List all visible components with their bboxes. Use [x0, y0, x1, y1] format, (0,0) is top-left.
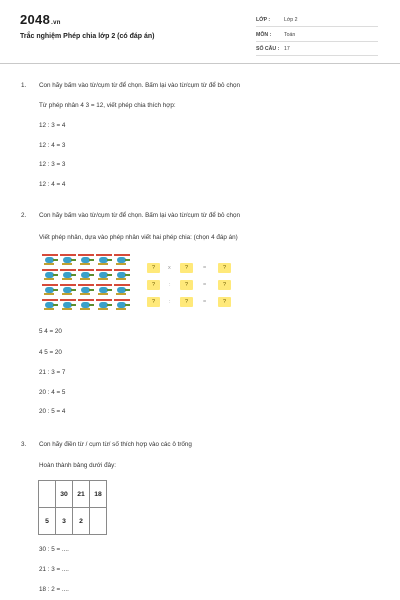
helicopter-icon — [42, 269, 58, 280]
equation-blank[interactable]: ? — [180, 263, 193, 273]
helicopter-icon — [78, 284, 94, 295]
helicopter-icon — [42, 284, 58, 295]
equation-blank[interactable]: ? — [147, 297, 160, 307]
helicopter-icon — [96, 284, 112, 295]
helicopter-icon — [78, 254, 94, 265]
helicopter-icon — [78, 269, 94, 280]
equation-operator: x — [168, 265, 171, 271]
helicopter-icon — [42, 299, 58, 310]
question-2-option[interactable]: 21 : 3 = 7 — [39, 369, 66, 376]
table-cell: 2 — [73, 508, 90, 535]
logo-text: 2048 — [20, 12, 51, 27]
table-cell[interactable] — [39, 481, 56, 508]
helicopter-icon — [60, 254, 76, 265]
question-2-prompt: Viết phép nhân, dựa vào phép nhân viết hai phép chia: (chọn 4 đáp án) — [39, 234, 238, 241]
helicopter-icon — [114, 299, 130, 310]
equation-operator: = — [203, 299, 207, 305]
question-1-number: 1. — [21, 82, 27, 89]
table-cell: 5 — [39, 508, 56, 535]
equation-operator: = — [203, 265, 207, 271]
logo-suffix: .vn — [51, 20, 61, 26]
question-3-number: 3. — [21, 441, 27, 448]
helicopter-icon — [114, 284, 130, 295]
question-3-fill-item[interactable]: 18 : 2 = .... — [39, 586, 69, 593]
document-title: Trắc nghiệm Phép chia lớp 2 (có đáp án) — [20, 33, 155, 40]
table-row — [39, 508, 107, 535]
table-row — [39, 481, 107, 508]
equation-blank[interactable]: ? — [180, 280, 193, 290]
equation-blank[interactable]: ? — [147, 280, 160, 290]
helicopter-icon — [96, 299, 112, 310]
helicopter-icon — [60, 269, 76, 280]
header — [0, 0, 400, 62]
division-table — [38, 480, 107, 535]
question-3-fill-item[interactable]: 30 : 5 = .... — [39, 546, 69, 553]
helicopter-icon — [78, 299, 94, 310]
table-cell: 3 — [56, 508, 73, 535]
table-cell[interactable] — [90, 508, 107, 535]
question-2-option[interactable]: 4 5 = 20 — [39, 349, 62, 356]
meta-subject — [256, 30, 378, 42]
header-divider — [0, 63, 400, 64]
meta-subject-key: MÔN : — [256, 32, 272, 38]
question-3-prompt: Hoàn thành bảng dưới đây: — [39, 462, 116, 469]
meta-class-value: Lớp 2 — [284, 17, 298, 23]
helicopter-icon — [60, 284, 76, 295]
equation-operator: : — [169, 282, 171, 288]
helicopter-icon — [96, 254, 112, 265]
meta-class — [256, 15, 378, 27]
helicopter-icon — [60, 299, 76, 310]
equation-blank[interactable]: ? — [218, 297, 231, 307]
equation-operator: : — [169, 299, 171, 305]
equation-operator: = — [203, 282, 207, 288]
meta-count-value: 17 — [284, 46, 290, 52]
question-2-option[interactable]: 20 : 5 = 4 — [39, 408, 66, 415]
question-2-option[interactable]: 5 4 = 20 — [39, 328, 62, 335]
question-1-option[interactable]: 12 : 3 = 3 — [39, 161, 66, 168]
meta-class-key: LỚP : — [256, 17, 271, 23]
question-2-number: 2. — [21, 212, 27, 219]
question-3-instruction: Con hãy điền từ / cụm từ/ số thích hợp vào các ô trống — [39, 441, 192, 448]
question-1-prompt: Từ phép nhân 4 3 = 12, viết phép chia thích hợp: — [39, 102, 176, 109]
table-cell: 30 — [56, 481, 73, 508]
question-2-option[interactable]: 20 : 4 = 5 — [39, 389, 66, 396]
equation-blank[interactable]: ? — [180, 297, 193, 307]
question-1-option[interactable]: 12 : 4 = 3 — [39, 142, 66, 149]
equation-blank[interactable]: ? — [218, 280, 231, 290]
meta-count-key: SỐ CÂU : — [256, 46, 280, 52]
table-cell: 18 — [90, 481, 107, 508]
helicopter-icon — [114, 254, 130, 265]
question-1-option[interactable]: 12 : 3 = 4 — [39, 122, 66, 129]
equation-blank[interactable]: ? — [218, 263, 231, 273]
meta-subject-value: Toán — [284, 32, 296, 38]
question-1-option[interactable]: 12 : 4 = 4 — [39, 181, 66, 188]
helicopter-illustration — [42, 254, 134, 316]
helicopter-icon — [42, 254, 58, 265]
table-cell: 21 — [73, 481, 90, 508]
meta-count — [256, 44, 378, 56]
question-1-instruction: Con hãy bấm vào từ/cụm từ để chọn. Bấm lại vào từ/cụm từ để bỏ chọn — [39, 82, 240, 89]
helicopter-icon — [114, 269, 130, 280]
equation-blank[interactable]: ? — [147, 263, 160, 273]
question-3-fill-item[interactable]: 21 : 3 = .... — [39, 566, 69, 573]
site-logo[interactable] — [20, 12, 61, 27]
helicopter-icon — [96, 269, 112, 280]
question-2-instruction: Con hãy bấm vào từ/cụm từ để chọn. Bấm lại vào từ/cụm từ để bỏ chọn — [39, 212, 240, 219]
